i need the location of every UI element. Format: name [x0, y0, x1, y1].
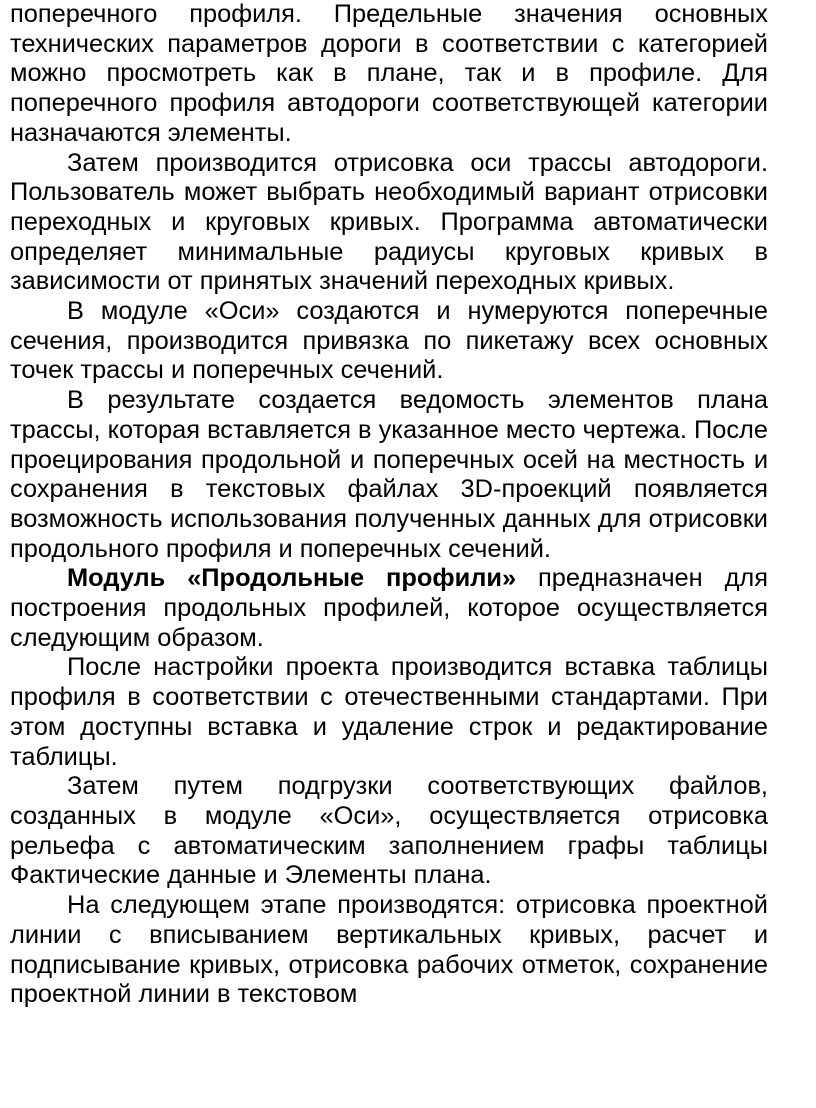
paragraph-text: На следующем этапе производятся: отрисовка проектной линии с вписыванием вертикальных кривых, расчет и подписывание кривых, отрисовка рабочих отметок, сохранение проектной линии в текстовом — [10, 891, 768, 1009]
paragraph-text: Затем путем подгрузки соответствующих файлов, созданных в модуле «Оси», осуществляется отрисовка рельефа с автоматическим заполнением графы таблицы Фактические данные и Элементы плана. — [10, 772, 768, 890]
paragraph — [10, 149, 768, 298]
paragraph-continuation — [10, 0, 768, 149]
paragraph — [10, 772, 768, 891]
module-heading-bold: Модуль «Продольные профили» — [67, 564, 517, 593]
paragraph-text: В модуле «Оси» создаются и нумеруются поперечные сечения, производится привязка по пикетажу всех основных точек трассы и поперечных сечений. — [10, 297, 768, 385]
paragraph — [10, 891, 768, 1010]
paragraph — [10, 564, 768, 653]
paragraph — [10, 297, 768, 386]
paragraph-text: Затем производится отрисовка оси трассы автодороги. Пользователь может выбрать необходимый вариант отрисовки переходных и круговых кривых. Программа автоматически определяет минимальные радиусы круговых кривых в зависимости от принятых значений переходных кривых. — [10, 148, 768, 296]
paragraph — [10, 386, 768, 564]
paragraph-text: В результате создается ведомость элементов плана трассы, которая вставляется в указанное место чертежа. После проецирования продольной и поперечных осей на местность и сохранения в текстовых файлах 3D-проекций появляется возможность использования полученных данных для отрисовки продольного профиля и поперечных сечений. — [10, 386, 768, 563]
paragraph-text: поперечного профиля. Предельные значения основных технических параметров дороги в соответствии с категорией можно просмотреть как в плане, так и в профиле. Для поперечного профиля автодороги соответствующей категории назначаются элементы. — [10, 0, 768, 147]
paragraph-text: предназначен для построения продольных профилей, которое осуществляется следующим образом. — [10, 564, 768, 652]
paragraph — [10, 653, 768, 772]
paragraph-text: После настройки проекта производится вставка таблицы профиля в соответствии с отечественными стандартами. При этом доступны вставка и удаление строк и редактирование таблицы. — [10, 653, 768, 771]
document-page — [10, 0, 768, 1010]
